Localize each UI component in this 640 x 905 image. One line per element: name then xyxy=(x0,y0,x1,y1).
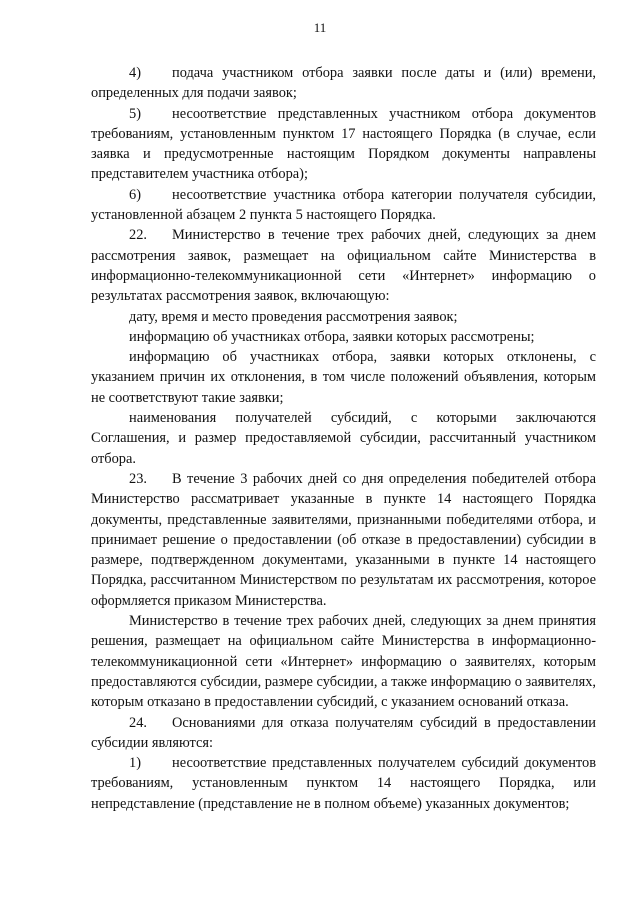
paragraph-text: несоответствие представленных участником отбора документов требованиям, установленным пунктом 17 настоящего Порядка (в случае, если заявка и предусмотренные настоящим Порядком документы направлены представителем участника отбора); xyxy=(91,105,596,183)
paragraph-body xyxy=(91,611,596,712)
paragraph-text: Основаниями для отказа получателям субсидий в предоставлении субсидии являются: xyxy=(91,714,596,751)
paragraph-list-entry xyxy=(91,408,596,469)
paragraph-list-entry xyxy=(91,347,596,408)
paragraph-number: 1) xyxy=(129,755,141,772)
paragraph-text: информацию об участниках отбора, заявки которых рассмотрены; xyxy=(129,328,535,345)
paragraph-clause-24 xyxy=(91,713,596,754)
paragraph-clause-22 xyxy=(91,225,596,306)
paragraph-text: дату, время и место проведения рассмотрения заявок; xyxy=(129,308,458,325)
paragraph-text: несоответствие представленных получателем субсидий документов требованиям, установленным пунктом 14 настоящего Порядка, или непредставление (представление не в полном объеме) указанных документов; xyxy=(91,755,596,812)
paragraph-number: 4) xyxy=(129,65,141,81)
page-number: 11 xyxy=(313,20,327,35)
paragraph-number: 22. xyxy=(129,227,147,244)
paragraph-text: наименования получателей субсидий, с которыми заключаются Соглашения, и размер предоставляемой субсидии, рассчитанный участником отбора. xyxy=(91,410,596,467)
paragraph-number: 5) xyxy=(129,105,141,122)
paragraph-item-1 xyxy=(91,753,596,814)
paragraph-text: Министерство в течение трех рабочих дней, следующих за днем рассмотрения заявок, размещает на официальном сайте Министерства в информационно-телекоммуникационной сети «Интернет» информацию о результатах рассмотрения заявок, включающую: xyxy=(91,227,596,305)
paragraph-item-4 xyxy=(91,63,596,104)
document-body xyxy=(91,63,596,814)
paragraph-item-6 xyxy=(91,185,596,226)
paragraph-text: несоответствие участника отбора категории получателя субсидии, установленной абзацем 2 пункта 5 настоящего Порядка. xyxy=(91,186,596,224)
paragraph-item-5 xyxy=(91,104,596,185)
paragraph-text: информацию об участниках отбора, заявки которых отклонены, с указанием причин их отклонения, в том числе положений объявления, которым не соответствуют такие заявки; xyxy=(91,349,596,406)
paragraph-list-entry xyxy=(91,327,596,347)
paragraph-text: подача участником отбора заявки после даты и (или) времени, определенных для подачи заявок; xyxy=(91,65,596,102)
paragraph-number: 6) xyxy=(129,186,141,203)
paragraph-number: 23. xyxy=(129,470,147,487)
paragraph-number: 24. xyxy=(129,714,147,731)
paragraph-clause-23 xyxy=(91,469,596,611)
paragraph-text: Министерство в течение трех рабочих дней, следующих за днем принятия решения, размещает на официальном сайте Министерства в информационно-телекоммуникационной сети «Интернет» информацию о заявителях, которым предоставляются субсидии, размере субсидии, а также информацию о заявителях, которым отказано в предоставлении субсидий, с указанием оснований отказа. xyxy=(91,613,596,711)
paragraph-text: В течение 3 рабочих дней со дня определения победителей отбора Министерство рассматривает указанные в пункте 14 настоящего Порядка документы, представленные заявителями, признанными победителями отбора, и принимает решение о предоставлении (об отказе в предоставлении) субсидии в размере, подтвержденном документами, указанными в пункте 14 настоящего Порядка, рассчитанном Министерством по результатам их рассмотрения, которое оформляется приказом Министерства. xyxy=(91,470,596,609)
paragraph-list-entry xyxy=(91,307,596,327)
